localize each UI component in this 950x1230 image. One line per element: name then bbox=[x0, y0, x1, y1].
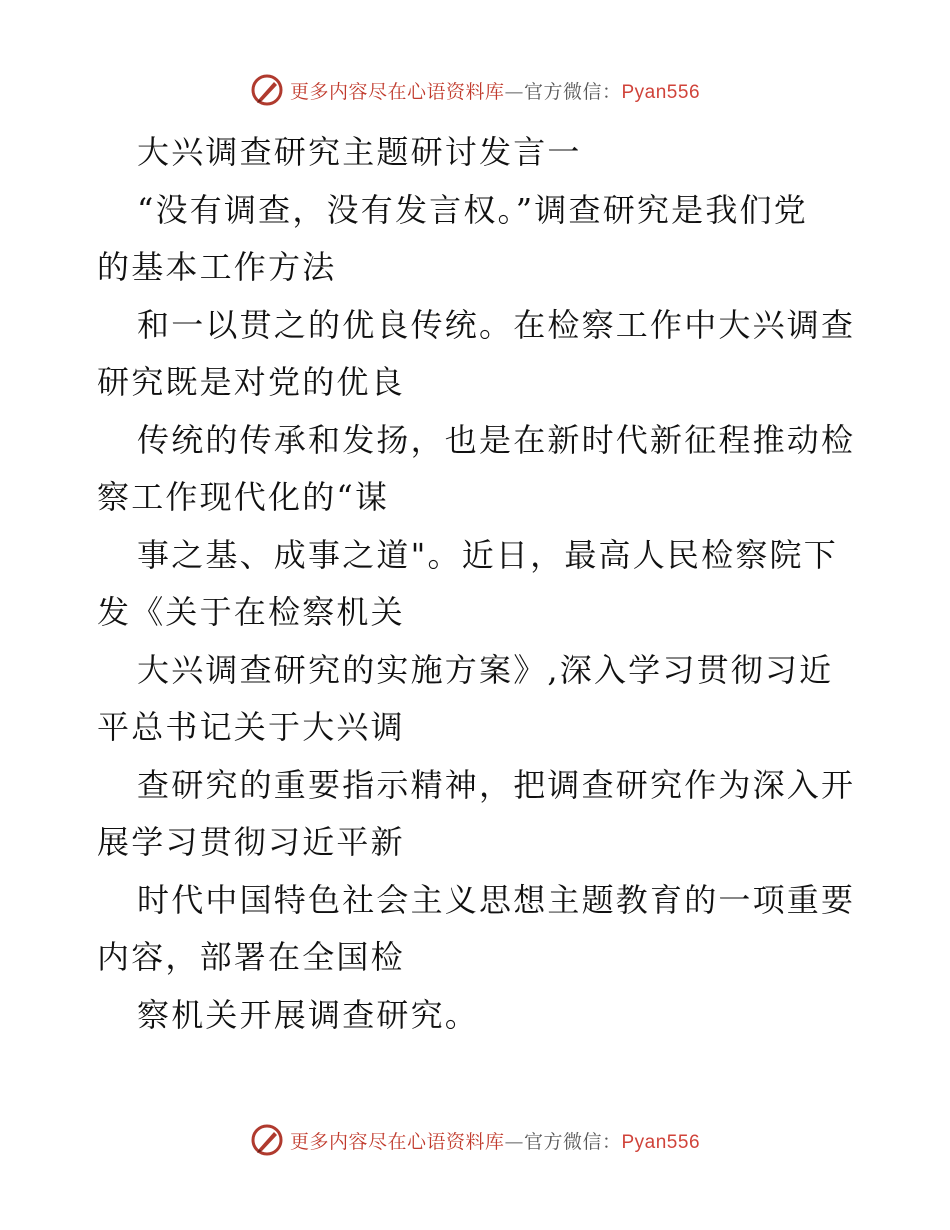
document-line: 的基本工作方法 bbox=[97, 248, 337, 286]
document-line: “没有调查，没有发言权。”调查研究是我们党 bbox=[137, 190, 808, 229]
document-line: 内容，部署在全国检 bbox=[97, 938, 405, 976]
footer-watermark-banner bbox=[0, 1120, 950, 1160]
quill-pen-logo-icon bbox=[250, 1123, 284, 1157]
document-line: 大兴调查研究的实施方案》,深入学习贯彻习近 bbox=[137, 650, 834, 689]
quill-pen-logo-icon bbox=[250, 73, 284, 107]
document-line: 时代中国特色社会主义思想主题教育的一项重要 bbox=[137, 880, 856, 919]
document-line: 和一以贯之的优良传统。在检察工作中大兴调查 bbox=[137, 305, 856, 344]
banner-brand-text: 更多内容尽在心语资料库 bbox=[289, 1130, 505, 1153]
document-line: 查研究的重要指示精神，把调查研究作为深入开 bbox=[137, 765, 856, 804]
document-line: 传统的传承和发扬，也是在新时代新征程推动检 bbox=[137, 420, 856, 459]
banner-separator: — bbox=[504, 80, 524, 103]
banner-text bbox=[290, 77, 700, 104]
document-line: 发《关于在检察机关 bbox=[97, 593, 405, 631]
banner-separator: — bbox=[504, 1130, 524, 1153]
header-watermark-banner bbox=[0, 70, 950, 110]
banner-label: 官方微信： bbox=[523, 1130, 622, 1153]
document-line: 平总书记关于大兴调 bbox=[97, 708, 405, 746]
document-line: 察机关开展调查研究。 bbox=[137, 995, 480, 1034]
banner-wechat-id: Pyan556 bbox=[621, 1131, 701, 1153]
document-line: 察工作现代化的“谋 bbox=[97, 478, 390, 516]
banner-text bbox=[290, 1127, 700, 1154]
document-line: 大兴调查研究主题研讨发言一 bbox=[137, 133, 582, 171]
document-line: 展学习贯彻习近平新 bbox=[97, 823, 405, 861]
document-line: 研究既是对党的优良 bbox=[97, 363, 405, 401]
document-body bbox=[97, 124, 857, 1044]
banner-wechat-id: Pyan556 bbox=[621, 81, 701, 103]
banner-brand-text: 更多内容尽在心语资料库 bbox=[289, 80, 505, 103]
document-line: 事之基、成事之道"。近日，最高人民检察院下 bbox=[137, 535, 838, 574]
banner-label: 官方微信： bbox=[523, 80, 622, 103]
